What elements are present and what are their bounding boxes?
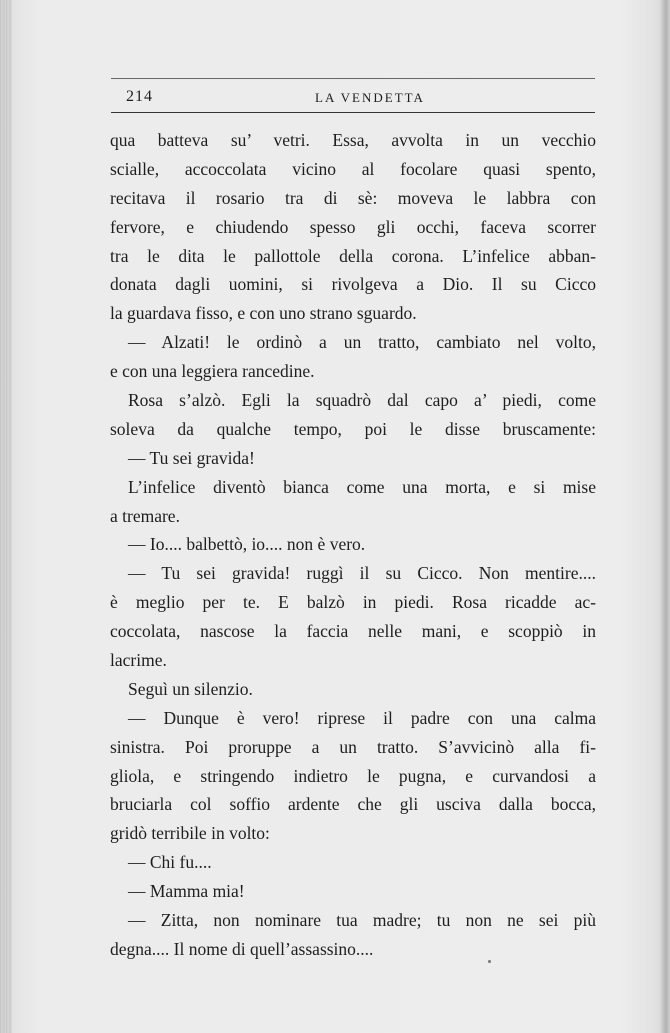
text-line: coccolata, nascose la faccia nelle mani, e scoppiò in: [110, 621, 596, 642]
body-text: [110, 126, 596, 964]
text-line: tra le dita le pallottole della corona. L’infelice abban-: [110, 245, 596, 266]
text-line: scialle, accoccolata vicino al focolare quasi spento,: [110, 158, 596, 179]
header-rule-top: [111, 78, 595, 79]
text-line: — Dunque è vero! riprese il padre con una calma: [128, 707, 596, 728]
text-line: — Chi fu....: [128, 852, 212, 873]
text-line: — Zitta, non nominare tua madre; tu non ne sei più: [128, 910, 596, 931]
page-number: 214: [126, 88, 153, 105]
page-right-edge: [660, 0, 670, 1033]
text-line: lacrime.: [110, 650, 167, 671]
header-rule-bottom: [111, 112, 595, 113]
paper-speck: [488, 960, 491, 963]
text-line: la guardava fisso, e con uno strano sguardo.: [110, 303, 417, 324]
text-line: sinistra. Poi proruppe a un tratto. S’avvicinò alla fi-: [110, 736, 596, 757]
text-line: — Io.... balbettò, io.... non è vero.: [128, 534, 366, 555]
text-line: gridò terribile in volto:: [110, 823, 270, 844]
page-binding-edge: [0, 0, 12, 1033]
text-line: Rosa s’alzò. Egli la squadrò dal capo a’ piedi, come: [128, 390, 596, 411]
running-title: LA VENDETTA: [315, 90, 425, 105]
text-line: bruciarla col soffio ardente che gli usciva dalla bocca,: [110, 794, 596, 815]
text-line: L’infelice diventò bianca come una morta, e si mise: [128, 476, 596, 497]
text-line: — Mamma mia!: [128, 881, 245, 902]
text-line: e con una leggiera rancedine.: [110, 361, 315, 382]
text-line: — Tu sei gravida! ruggì il su Cicco. Non mentire....: [128, 563, 596, 584]
text-line: a tremare.: [110, 505, 180, 526]
text-line: Seguì un silenzio.: [128, 678, 253, 699]
text-line: fervore, e chiudendo spesso gli occhi, faceva scorrer: [110, 216, 596, 237]
text-line: — Tu sei gravida!: [128, 447, 255, 468]
text-line: donata dagli uomini, si rivolgeva a Dio. Il su Cicco: [110, 274, 596, 295]
text-line: è meglio per te. E balzò in piedi. Rosa ricadde ac-: [110, 592, 596, 613]
text-line: recitava il rosario tra di sè: moveva le labbra con: [110, 187, 596, 208]
text-line: degna.... Il nome di quell’assassino....: [110, 938, 374, 959]
text-line: soleva da qualche tempo, poi le disse bruscamente:: [110, 418, 596, 439]
text-line: qua batteva su’ vetri. Essa, avvolta in un vecchio: [110, 130, 596, 150]
text-line: gliola, e stringendo indietro le pugna, e curvandosi a: [110, 765, 596, 786]
text-line: — Alzati! le ordinò a un tratto, cambiato nel volto,: [128, 332, 596, 353]
